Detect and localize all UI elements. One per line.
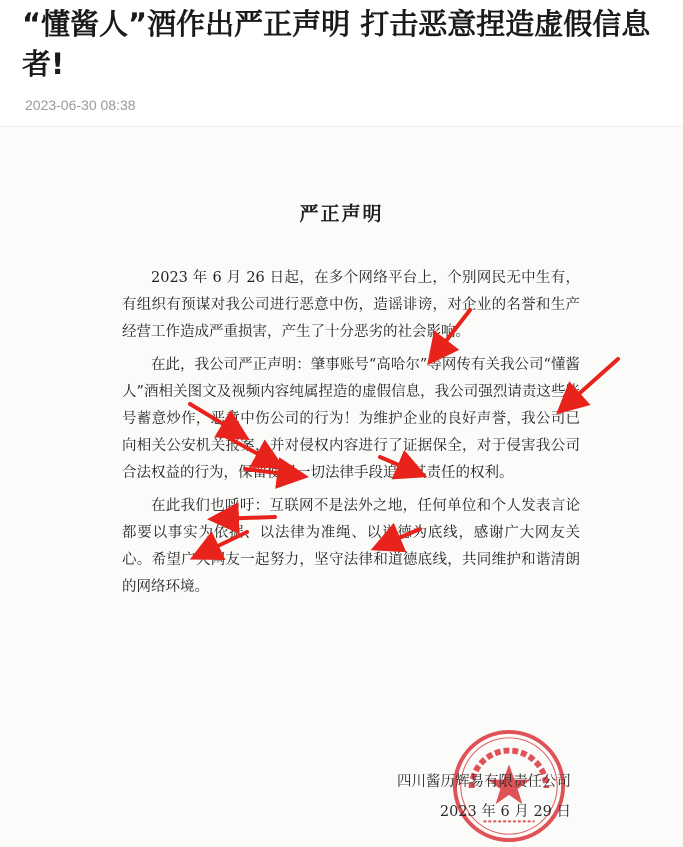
statement-paragraph-2: 在此，我公司严正声明：肇事账号“高哈尔”等网传有关我公司“懂酱人”酒相关图文及视频内容纯属捏造的虚假信息，我公司强烈请责这些账号蓄意炒作，恶意中伤公司的行为！为维护企业的良好声誉，我公司已向相关公安机关报案，并对侵权内容进行了证据保全，对于侵害我公司合法权益的行为，保留使用一切法律手段追究其责任的权利。 — [122, 357, 580, 481]
statement-paragraph-3: 在此我们也呼吁：互联网不是法外之地，任何单位和个人发表言论都要以事实为依据、以法律为准绳、以道德为底线，感谢广大网友关心。希望广大网友一起努力，坚守法律和道德底线，共同维护和谐清朗的网络环境。 — [122, 498, 580, 595]
statement-paragraph-1: 2023 年 6 月 26 日起，在多个网络平台上，个别网民无中生有，有组织有预谋对我公司进行恶意中伤，造谣诽谤，对企业的名誉和生产经营工作造成严重损害，产生了十分恶劣的社会影响。 — [122, 270, 580, 340]
statement-signature — [397, 767, 571, 827]
statement-body — [122, 265, 580, 607]
article-headline: “懂酱人”酒作出严正声明 打击恶意捏造虚假信息者! — [22, 7, 651, 81]
publish-timestamp: 2023-06-30 08:38 — [25, 97, 136, 113]
signature-date: 2023 年 6 月 29 日 — [439, 804, 571, 820]
statement-document-image — [0, 126, 683, 847]
statement-title: 严正声明 — [299, 203, 384, 225]
signature-company: 四川酱历辉易有限责任公司 — [397, 774, 571, 790]
